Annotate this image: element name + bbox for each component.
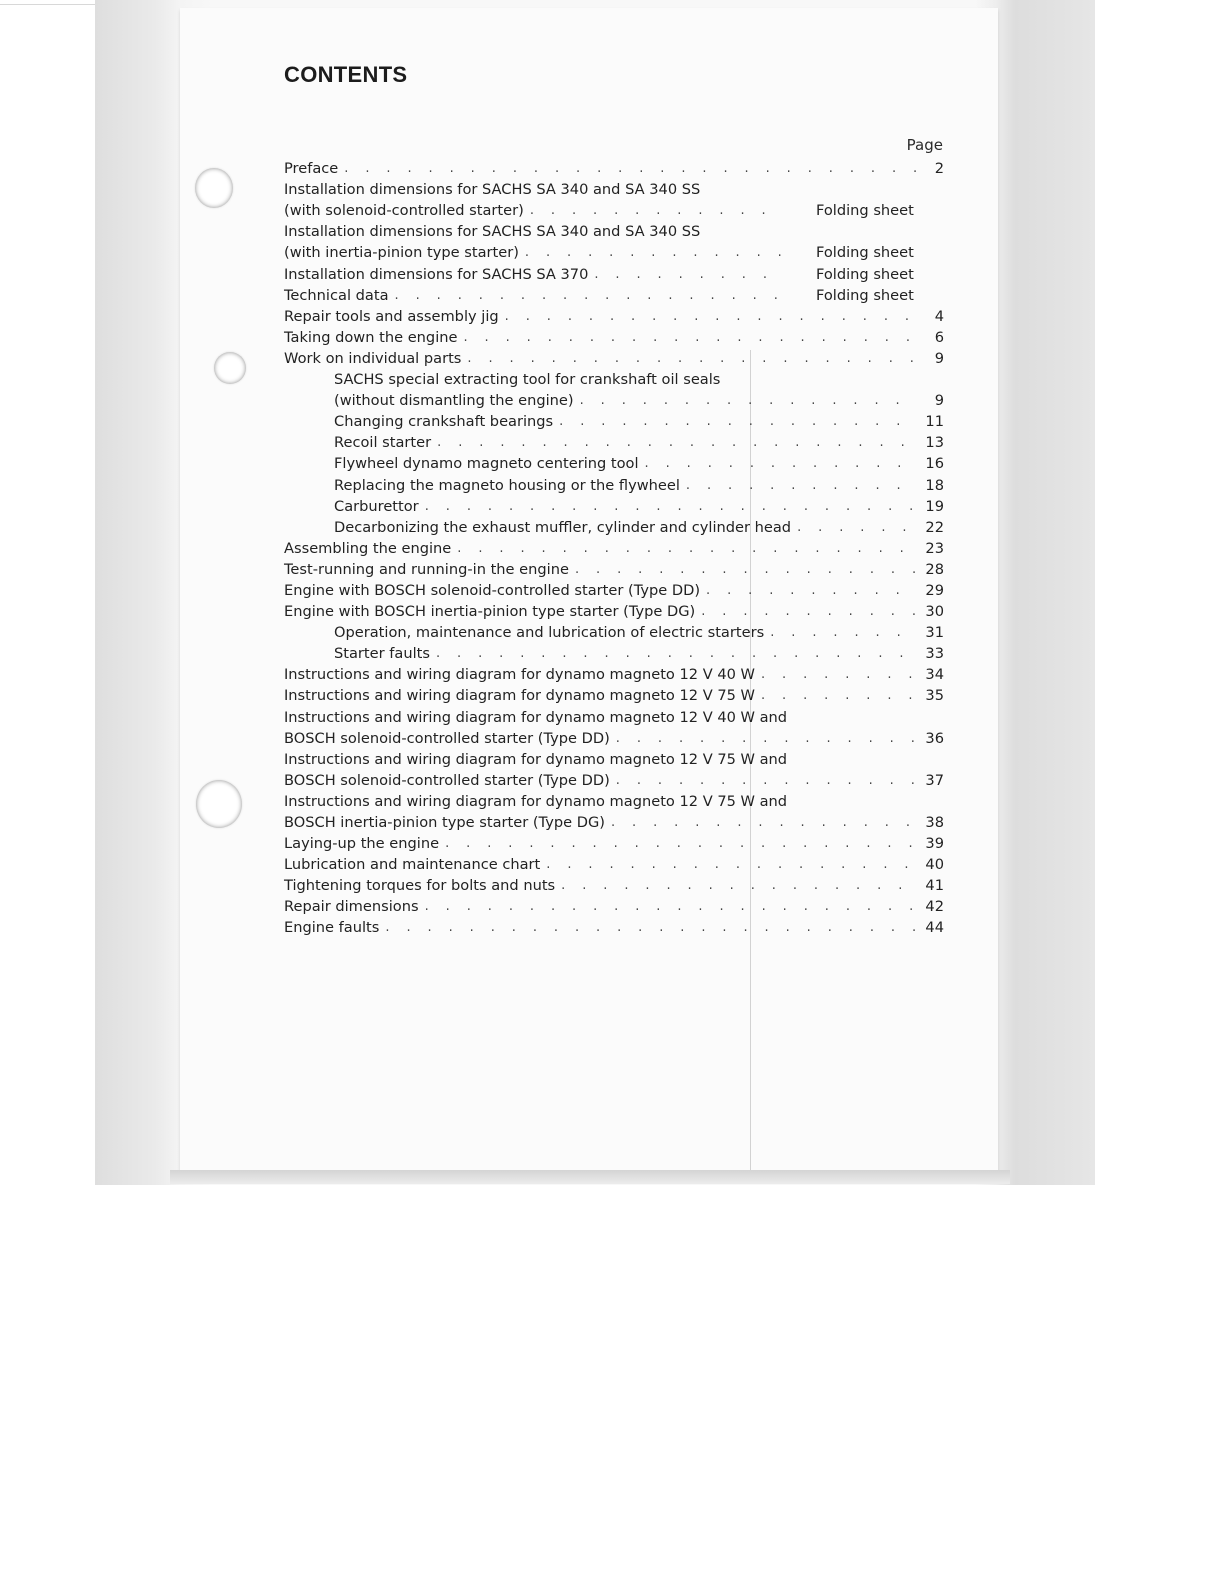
toc-entry-label: Taking down the engine xyxy=(284,328,458,346)
toc-dot-leader xyxy=(437,434,916,452)
toc-entry-page: 9 xyxy=(934,392,944,410)
toc-dot-leader xyxy=(467,350,916,368)
toc-entry-page: 19 xyxy=(925,497,944,515)
toc-entry-page: 4 xyxy=(934,307,944,325)
toc-entry xyxy=(284,326,944,347)
toc-entry-label: Engine with BOSCH inertia-pinion type starter (Type DG) xyxy=(284,603,696,621)
toc-dot-leader xyxy=(546,856,916,874)
toc-dot-leader xyxy=(761,666,916,684)
toc-entry-page: 22 xyxy=(925,518,944,536)
punch-hole-top xyxy=(195,168,233,208)
toc-dot-leader xyxy=(395,287,784,305)
toc-dot-leader xyxy=(761,687,916,705)
page-column-heading: Page xyxy=(906,136,943,154)
page-title: CONTENTS xyxy=(284,62,408,87)
toc-entry xyxy=(284,516,944,537)
toc-entry xyxy=(284,178,944,199)
toc-dot-leader xyxy=(436,645,916,663)
toc-entry-page: 11 xyxy=(925,413,944,431)
toc-dot-leader xyxy=(457,540,916,558)
toc-dot-leader xyxy=(594,266,784,284)
toc-entry-page: 44 xyxy=(925,919,944,937)
toc-entry-page: Folding sheet xyxy=(816,286,914,304)
toc-entry xyxy=(284,579,944,600)
toc-entry-page: 34 xyxy=(925,666,944,684)
toc-entry-label: BOSCH solenoid-controlled starter (Type DD) xyxy=(284,729,610,747)
page-bottom-edge xyxy=(170,1170,1010,1184)
toc-dot-leader xyxy=(616,772,916,790)
toc-entry-label: Instructions and wiring diagram for dynamo magneto 12 V 40 W and xyxy=(284,708,788,726)
toc-entry xyxy=(284,600,944,621)
toc-entry-label: Changing crankshaft bearings xyxy=(334,413,554,431)
toc-entry-page: 36 xyxy=(925,729,944,747)
toc-dot-leader xyxy=(445,835,916,853)
toc-entry-page: 39 xyxy=(925,835,944,853)
toc-dot-leader xyxy=(344,160,916,178)
toc-entry-page: 37 xyxy=(925,771,944,789)
toc-entry-page: 41 xyxy=(925,877,944,895)
toc-entry-label: Work on individual parts xyxy=(284,349,462,367)
toc-entry-label: Decarbonizing the exhaust muffler, cylinder and cylinder head xyxy=(334,518,792,536)
toc-entry-label: Repair dimensions xyxy=(284,898,419,916)
toc-dot-leader xyxy=(385,919,916,937)
toc-entry-label: Recoil starter xyxy=(334,434,432,452)
toc-entry-page: 33 xyxy=(925,645,944,663)
toc-dot-leader xyxy=(686,477,916,495)
toc-dot-leader xyxy=(561,877,916,895)
toc-entry xyxy=(284,874,944,895)
toc-entry-label: Instructions and wiring diagram for dynamo magneto 12 V 75 W and xyxy=(284,750,788,768)
toc-entry-label: Instructions and wiring diagram for dynamo magneto 12 V 75 W and xyxy=(284,792,788,810)
toc-entry-label: Installation dimensions for SACHS SA 340 and SA 340 SS xyxy=(284,181,701,199)
toc-entry-label: Repair tools and assembly jig xyxy=(284,307,499,325)
toc-entry-label: Technical data xyxy=(284,286,389,304)
toc-entry xyxy=(284,832,944,853)
punch-hole-bottom xyxy=(196,780,242,828)
toc-entry xyxy=(284,495,944,516)
toc-entry-label: Flywheel dynamo magneto centering tool xyxy=(334,455,639,473)
toc-entry xyxy=(284,473,944,494)
toc-entry xyxy=(284,537,944,558)
toc-dot-leader xyxy=(425,498,916,516)
toc-entry-label: Engine faults xyxy=(284,919,380,937)
toc-dot-leader xyxy=(797,519,916,537)
toc-entry xyxy=(284,853,944,874)
toc-dot-leader xyxy=(645,455,916,473)
toc-entry-label: BOSCH solenoid-controlled starter (Type DD) xyxy=(284,771,610,789)
toc-entry-label: SACHS special extracting tool for crankshaft oil seals xyxy=(334,371,721,389)
toc-entry-page: 23 xyxy=(925,539,944,557)
toc-dot-leader xyxy=(616,730,916,748)
toc-entry xyxy=(284,452,944,473)
toc-entry-page: 30 xyxy=(925,603,944,621)
toc-entry xyxy=(284,284,944,305)
toc-entry-page: Folding sheet xyxy=(816,265,914,283)
toc-dot-leader xyxy=(770,624,916,642)
toc-entry xyxy=(284,241,944,262)
toc-entry-label: Laying-up the engine xyxy=(284,835,440,853)
toc-entry xyxy=(284,305,944,326)
toc-entry-label: Instructions and wiring diagram for dynamo magneto 12 V 40 W xyxy=(284,666,755,684)
toc-entry-label: Instructions and wiring diagram for dynamo magneto 12 V 75 W xyxy=(284,687,755,705)
toc-entry-page: 2 xyxy=(934,160,944,178)
toc-dot-leader xyxy=(425,898,916,916)
toc-entry xyxy=(284,916,944,937)
toc-entry-page: 28 xyxy=(925,560,944,578)
toc-entry-page: 31 xyxy=(925,624,944,642)
toc-entry-page: 42 xyxy=(925,898,944,916)
toc-entry-page: Folding sheet xyxy=(816,202,914,220)
toc-entry xyxy=(284,157,944,178)
toc-entry xyxy=(284,220,944,241)
toc-entry-page: 9 xyxy=(934,349,944,367)
toc-entry-page: 40 xyxy=(925,856,944,874)
toc-entry-label: Tightening torques for bolts and nuts xyxy=(284,877,556,895)
toc-entry xyxy=(284,811,944,832)
toc-dot-leader xyxy=(580,392,916,410)
toc-entry-page: 35 xyxy=(925,687,944,705)
toc-entry xyxy=(284,684,944,705)
toc-entry xyxy=(284,642,944,663)
toc-entry xyxy=(284,262,944,283)
toc-entry-page: 16 xyxy=(925,455,944,473)
toc-entry-page: 6 xyxy=(934,328,944,346)
toc-entry xyxy=(284,663,944,684)
toc-entry-page: 38 xyxy=(925,814,944,831)
toc-entry-label: Starter faults xyxy=(334,645,430,663)
table-of-contents xyxy=(284,157,944,937)
toc-entry-label: (with inertia-pinion type starter) xyxy=(284,244,519,262)
toc-entry xyxy=(284,199,944,220)
toc-entry xyxy=(284,895,944,916)
toc-entry xyxy=(284,727,944,748)
toc-dot-leader xyxy=(530,202,784,220)
toc-entry-label: Installation dimensions for SACHS SA 370 xyxy=(284,265,589,283)
toc-entry-label: Assembling the engine xyxy=(284,539,452,557)
toc-entry xyxy=(284,705,944,726)
toc-dot-leader xyxy=(463,329,916,347)
toc-entry-label: Operation, maintenance and lubrication of electric starters xyxy=(334,624,765,642)
toc-dot-leader xyxy=(706,582,916,600)
toc-entry-label: (without dismantling the engine) xyxy=(334,392,574,410)
toc-entry-label: Engine with BOSCH solenoid-controlled starter (Type DD) xyxy=(284,581,701,599)
toc-entry xyxy=(284,410,944,431)
toc-entry-page: Folding sheet xyxy=(816,244,914,262)
toc-entry xyxy=(284,790,944,811)
toc-entry-label: Preface xyxy=(284,160,339,178)
toc-entry-label: Lubrication and maintenance chart xyxy=(284,856,541,874)
toc-entry-label: Replacing the magneto housing or the flywheel xyxy=(334,476,680,494)
toc-entry xyxy=(284,347,944,368)
toc-entry-page: 29 xyxy=(925,581,944,599)
toc-dot-leader xyxy=(559,413,916,431)
toc-entry-label: (with solenoid-controlled starter) xyxy=(284,202,524,220)
toc-dot-leader xyxy=(525,244,784,262)
toc-entry-label: Installation dimensions for SACHS SA 340 and SA 340 SS xyxy=(284,223,701,241)
toc-entry xyxy=(284,389,944,410)
toc-entry-label: Test-running and running-in the engine xyxy=(284,560,569,578)
toc-entry xyxy=(284,748,944,769)
toc-entry xyxy=(284,558,944,579)
toc-dot-leader xyxy=(701,603,916,621)
toc-entry xyxy=(284,621,944,642)
toc-entry xyxy=(284,431,944,452)
punch-hole-middle xyxy=(214,352,246,384)
toc-entry xyxy=(284,368,944,389)
toc-entry-label: Carburettor xyxy=(334,497,419,515)
toc-dot-leader xyxy=(505,308,916,326)
toc-dot-leader xyxy=(611,814,916,832)
toc-entry-page: 18 xyxy=(925,476,944,494)
toc-entry xyxy=(284,769,944,790)
toc-dot-leader xyxy=(575,561,916,579)
toc-entry-label: BOSCH inertia-pinion type starter (Type DG) xyxy=(284,814,605,831)
toc-entry-page: 13 xyxy=(925,434,944,452)
